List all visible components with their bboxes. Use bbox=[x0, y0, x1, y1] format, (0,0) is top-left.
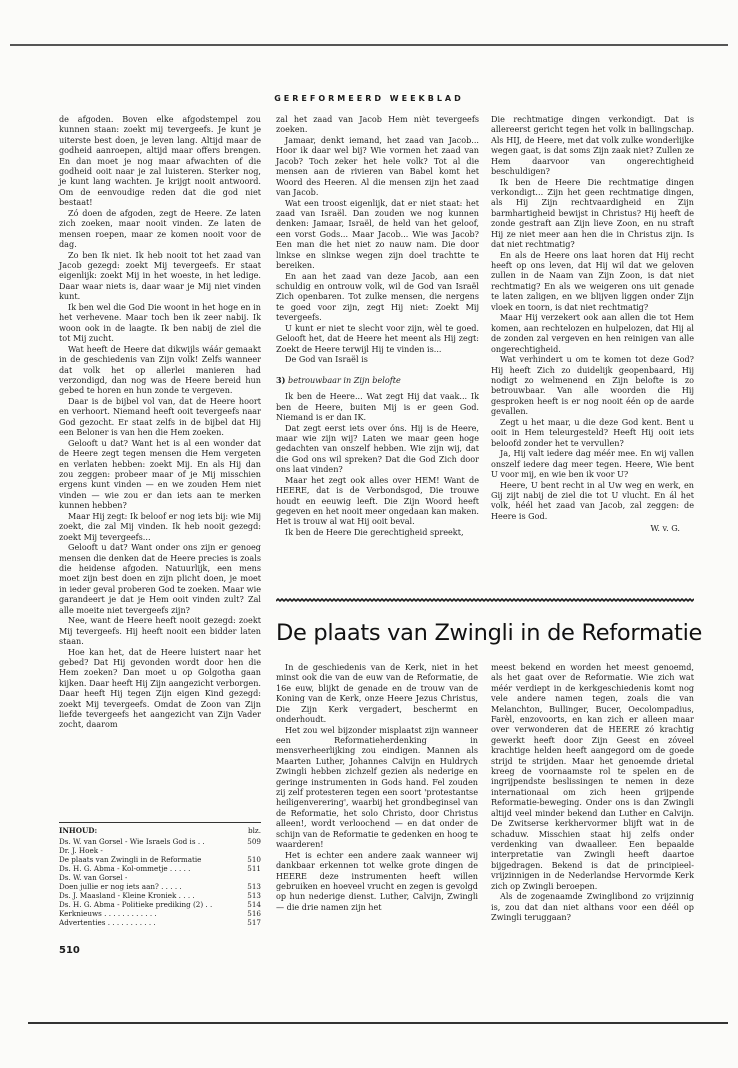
column-1 bbox=[59, 114, 261, 730]
paragraph: En aan het zaad van deze Jacob, aan een schuldig en ontrouw volk, wil de God van Israël Zich openbaren. Tot zulke mensen, die nergens te goed voor zijn, zegt Hij niet: Zoekt Mij tevergeefs. bbox=[276, 270, 479, 323]
paragraph: U kunt er niet te slecht voor zijn, wèl te goed. Gelooft het, dat de Heere het meent als Hij zegt: Zoekt de Heere terwijl Hij te vinden is... bbox=[276, 322, 479, 354]
column-2-bottom bbox=[276, 391, 479, 537]
toc-header bbox=[59, 822, 261, 835]
toc-entry: Ds. H. G. Abma - Kol-ommetje . . . . . bbox=[59, 864, 191, 873]
toc-row bbox=[59, 882, 261, 891]
toc-row bbox=[59, 891, 261, 900]
toc-entry: Dr. J. Hoek - bbox=[59, 846, 103, 855]
paragraph: Heere, U bent recht in al Uw weg en werk, en Gij zijt nabij de ziel die tot U vlucht. En ál het volk, héél het zaad van Jacob, zal zeggen: de Heere is God. bbox=[491, 479, 694, 521]
toc-page: 516 bbox=[247, 909, 261, 918]
table-of-contents bbox=[59, 822, 261, 927]
toc-row bbox=[59, 909, 261, 918]
bottom-rule bbox=[28, 1022, 728, 1024]
toc-row bbox=[59, 900, 261, 909]
paragraph: Maar Hij verzekert ook aan allen die tot Hem komen, aan rechtelozen en hulpelozen, dat Hij al de zonden zal vergeven en hen reinigen van alle ongerechtigheid. bbox=[491, 312, 694, 354]
column-2-top bbox=[276, 114, 479, 365]
column-3 bbox=[491, 114, 694, 534]
toc-entry: Ds. W. van Gorsel - Wie Israels God is . . bbox=[59, 837, 205, 846]
toc-row bbox=[59, 918, 261, 927]
paragraph: Zo ben Ik niet. Ik heb nooit tot het zaad van Jacob gezegd: zoekt Mij tevergeefs. Er staat eigenlijk: zoekt Mij in het woeste, in het ledige. Daar waar niets is, daar waar je Mij niet vinden kunt. bbox=[59, 249, 261, 302]
paragraph: Als de zogenaamde Zwinglibond zo vrijzinnig is, zou dat dan niet althans voor een déél op Zwingli teruggaan? bbox=[491, 891, 694, 922]
paragraph: Maar Hij zegt: Ik beloof er nog iets bij: wie Mij zoekt, die zal Mij vinden. Ik heb nooit gezegd: zoekt Mij tevergeefs... bbox=[59, 510, 261, 542]
paragraph: de afgoden. Boven elke afgodstempel zou kunnen staan: zoekt mij tevergeefs. Je kunt je uiterste best doen, je leven lang. Altijd maar de godheid aanroepen, altijd maar offers brengen. En dan moet je nog maar afwachten of die godheid ooit naar je zal luisteren. Sterker nog, je kunt lang wachten. Je krijgt nooit antwoord. Om de eenvoudige reden dat die god niet bestaat! bbox=[59, 114, 261, 208]
toc-page: 513 bbox=[247, 891, 261, 900]
toc-row bbox=[59, 846, 261, 855]
paragraph: Dat zegt eerst iets over óns. Hij is de Heere, maar wie zijn wij? Laten we maar geen hoge gedachten van onszelf hebben. Wie zijn wij, dat die God ons wil spreken? Dat die God Zich door ons laat vinden? bbox=[276, 422, 479, 475]
paragraph: Het is echter een andere zaak wanneer wij dankbaar erkennen tot welke grote dingen de HEERE deze instrumenten heeft willen gebruiken en hoeveel vrucht en zegen is gevolgd op hun nederige dienst. Luther, Calvijn, Zwingli — die drie namen zijn het bbox=[276, 849, 478, 912]
toc-row bbox=[59, 873, 261, 882]
toc-page: 511 bbox=[247, 864, 261, 873]
paragraph: Gelooft u dat? Want onder ons zijn er genoeg mensen die denken dat de Heere precies is zoals die heidense afgoden. Natuurlijk, een mens moet zijn best doen en zijn plicht doen, je moet in ieder geval proberen God te zoeken. Maar wie garandeert je dat je Hem ooit vinden zult? Zal alle moeite niet tevergeefs zijn? bbox=[59, 542, 261, 615]
paragraph: meest bekend en worden het meest genoemd, als het gaat over de Reformatie. Wie zich wat méér verdiept in de kerkgeschiedenis komt nog vele andere namen tegen, zoals die van Melanchton, Bullinger, Bucer, Oecolompadius, Farèl, enzovoorts, en kan zich er alleen maar over verwonderen dat de HEERE zó krachtig gewerkt heeft door Zijn Geest en zóveel krachtige helden heeft aangegord om de goede strijd te strijden. Maar het genoemde drietal kreeg de voornaamste rol te spelen en de ingrijpendste beslissingen te nemen in deze internationaal om zich heen grijpende Reformatie-beweging. Onder ons is dan Zwingli altijd veel minder bekend dan Luther en Calvijn. De Zwitserse kerkhervormer blijft wat in de schaduw. Misschien staat hij zelfs onder verdenking van dwaalleer. Een bepaalde interpretatie van Zwingli heeft daartoe bijgedragen. Bekend is dat de principieel-vrijzinnigen in de Nederlandse Hervormde Kerk zich op Zwingli beroepen. bbox=[491, 662, 694, 891]
decorative-divider bbox=[276, 598, 694, 604]
toc-entry: Doen jullie er nog iets aan? . . . . . bbox=[59, 882, 182, 891]
subhead-text: betrouwbaar in Zijn belofte bbox=[288, 374, 401, 385]
toc-page: 514 bbox=[247, 900, 261, 909]
article-title: De plaats van Zwingli in de Reformatie bbox=[276, 620, 703, 646]
paragraph: Maar het zegt ook alles over HEM! Want de HEERE, dat is de Verbondsgod, Die trouwe houdt en eeuwig leeft. Die Zijn Woord heeft gegeven en het nooit meer ongedaan kan maken. Het is trouw al wat Hij ooit beval. bbox=[276, 474, 479, 527]
paragraph: Zegt u het maar, u die deze God kent. Bent u ooit in Hem teleurgesteld? Heeft Hij ooit iets beloofd zonder het te vervullen? bbox=[491, 416, 694, 448]
toc-page-label: blz. bbox=[248, 826, 261, 835]
column-2 bbox=[276, 114, 479, 538]
paragraph: Daar is de bijbel vol van, dat de Heere hoort en verhoort. Niemand heeft ooit tevergeefs naar God gezocht. Er staat zelfs in de bijbel dat Hij een Beloner is van hen die Hem zoeken. bbox=[59, 395, 261, 438]
paragraph: In de geschiedenis van de Kerk, niet in het minst ook die van de euw van de Reformatie, de 16e euw, blijkt de genade en de trouw van de Koning van de Kerk, onze Heere Jezus Christus, Die Zijn Kerk vergadert, beschermt en onderhoudt. bbox=[276, 662, 478, 725]
article-column-1 bbox=[276, 662, 478, 912]
paragraph: Die rechtmatige dingen verkondigt. Dat is allereerst gericht tegen het volk in ballingschap. Als HIJ, de Heere, met dat volk zulke wonderlijke wegen gaat, is dat soms Zijn zaak niet? Zullen ze Hem daarvoor van ongerechtigheid beschuldigen? bbox=[491, 114, 694, 177]
toc-entry: Ds. J. Maasland - Kleine Kroniek . . . . bbox=[59, 891, 195, 900]
paragraph: De God van Israël is bbox=[285, 354, 368, 365]
author-signature: W. v. G. bbox=[650, 523, 680, 534]
toc-page: 517 bbox=[247, 918, 261, 927]
top-rule bbox=[10, 44, 728, 46]
toc-row bbox=[59, 837, 261, 846]
toc-rows bbox=[59, 837, 261, 927]
paragraph: Jamaar, denkt iemand, het zaad van Jacob... Hoor ik daar wel bij? Wie vormen het zaad van Jacob? Toch zeker het hele volk? Tot al die mensen aan de rivieren van Babel komt het Woord des Heeren. Al die mensen zijn het zaad van Jacob. bbox=[276, 135, 479, 198]
paragraph: Nee, want de Heere heeft nooit gezegd: zoekt Mij tevergeefs. Hij heeft nooit een bidder laten staan. bbox=[59, 615, 261, 646]
paragraph: Het zou wel bijzonder misplaatst zijn wanneer een Reformatieherdenking in mensverheerlijking zou eindigen. Mannen als Maarten Luther, Johannes Calvijn en Huldrych Zwingli hebben zichzelf gezien als nederige en geringe instrumenten in Gods hand. Fel zouden zij zelf protesteren tegen een soort 'protestantse heiligenverering', waarbij het grondbeginsel van de Reformatie, het solo Christo, door Christus alleen!, wordt verloochend — en dat onder de schijn van de Reformatie te gedenken en hoog te waarderen! bbox=[276, 724, 478, 850]
toc-entry: Ds. W. van Gorsel - bbox=[59, 873, 128, 882]
section-subhead bbox=[276, 375, 479, 385]
paragraph: Ik ben de Heere Die gerechtigheid spreekt, bbox=[285, 526, 464, 537]
toc-page: 509 bbox=[247, 837, 261, 846]
paragraph: Ik ben de Heere Die rechtmatige dingen verkondigt... Zijn het geen rechtmatige dingen, als Hij Zijn rechtvaardigheid en Zijn barmhartigheid bewijst in Christus? Hij heeft de zonde gestraft aan Zijn lieve Zoon, en nu straft Hij ze niet meer aan hen die in Christus zijn. Is dat niet rechtmatig? bbox=[491, 176, 694, 250]
toc-row bbox=[59, 864, 261, 873]
paragraph: Wat verhindert u om te komen tot deze God? Hij heeft Zich zo duidelijk geopenbaard, Hij nodigt zo welmenend en Zijn belofte is zo betrouwbaar. Van alle woorden die Hij gesproken heeft is er nog nooit één op de aarde gevallen. bbox=[491, 354, 694, 417]
subhead-number: 3) bbox=[276, 374, 286, 385]
toc-entry: Kerknieuws . . . . . . . . . . . . bbox=[59, 909, 157, 918]
paragraph: Gelooft u dat? Want het is al een wonder dat de Heere zegt tegen mensen die Hem vergeten en verlaten hebben: zoekt Mij. En als Hij dan zou zeggen: probeer maar of je Mij misschien ergens kunt vinden — en we zouden Hem niet vinden — wie zou er dan iets aan te merken kunnen hebben? bbox=[59, 437, 261, 511]
paragraph: Hoe kan het, dat de Heere luistert naar het gebed? Dat Hij gevonden wordt door hen die Hem zoeken? Dan moet u op Golgotha gaan kijken. Daar heeft Hij Zijn aangezicht verborgen. Daar heeft Hij tegen Zijn eigen Kind gezegd: zoekt Mij tevergeefs. Omdat de Zoon van Zijn liefde tevergeefs het aangezicht van Zijn Vader zocht, daarom bbox=[59, 646, 261, 730]
toc-page: 513 bbox=[247, 882, 261, 891]
toc-row bbox=[59, 855, 261, 864]
paragraph: Ik ben de Heere... Wat zegt Hij dat vaak... Ik ben de Heere, buiten Mij is er geen God. Niemand is er dan IK. bbox=[276, 391, 479, 422]
paragraph: Zó doen de afgoden, zegt de Heere. Ze laten zich zoeken, maar nooit vinden. Ze laten de mensen roepen, maar ze komen nooit voor de dag. bbox=[59, 207, 261, 250]
paragraph: zal het zaad van Jacob Hem nièt tevergeefs zoeken. bbox=[276, 114, 479, 135]
running-header: GEREFORMEERD WEEKBLAD bbox=[274, 94, 464, 103]
page-number: 510 bbox=[59, 945, 80, 956]
paragraph: Ja, Hij valt iedere dag méér mee. En wij vallen onszelf iedere dag meer tegen. Heere, Wie bent U voor mij, en wie ben ik voor U? bbox=[491, 448, 694, 479]
toc-entry: De plaats van Zwingli in de Reformatie bbox=[59, 855, 202, 864]
toc-entry: Advertenties . . . . . . . . . . . bbox=[59, 918, 156, 927]
toc-page: 510 bbox=[247, 855, 261, 864]
article-column-2 bbox=[491, 662, 694, 923]
toc-label: INHOUD: bbox=[59, 826, 98, 835]
column-3-body bbox=[491, 114, 694, 521]
paragraph: Wat een troost eigenlijk, dat er niet staat: het zaad van Israël. Dan zouden we nog kunnen denken: Jamaar, Israël, de held van het geloof, een vorst Gods... Maar Jacob... Wie was Jacob? Een man die het niet zo nauw nam. Die door linkse en slinkse wegen zijn doel trachtte te bereiken. bbox=[276, 197, 479, 271]
paragraph: Wat heeft de Heere dat dikwijls wáár gemaakt in de geschiedenis van Zijn volk! Zelfs wanneer dat volk het op allerlei manieren had verzondigd, dan nog was de Heere bereid hun gebed te horen en hun zonde te vergeven. bbox=[59, 343, 261, 396]
toc-entry: Ds. H. G. Abma - Politieke prediking (2) . . bbox=[59, 900, 213, 909]
paragraph: Ik ben wel die God Die woont in het hoge en in het verhevene. Maar toch ben ik zeer nabij. Ik woon ook in de laagte. Ik ben nabij de ziel die tot Mij zucht. bbox=[59, 301, 261, 344]
paragraph: En als de Heere ons laat horen dat Hij recht heeft op ons leven, dat Hij wil dat we geloven zullen in de Naam van Zijn Zoon, is dat niet rechtmatig? En als we weigeren ons uit genade te laten zaligen, en we blijven liggen onder Zijn vloek en toorn, is dat niet rechtmatig? bbox=[491, 249, 694, 312]
